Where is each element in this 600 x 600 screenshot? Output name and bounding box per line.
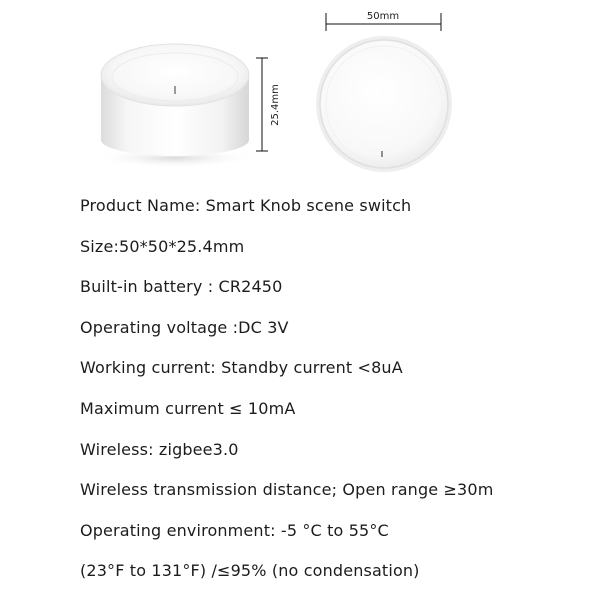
knob-side-view — [93, 44, 257, 168]
width-label: 50mm — [366, 11, 400, 22]
spec-working-current: Working current: Standby current <8uA — [80, 358, 403, 378]
height-dimension — [256, 58, 281, 151]
knob-top-view — [316, 36, 452, 172]
width-dimension — [326, 11, 441, 31]
spec-operating-voltage: Operating voltage :DC 3V — [80, 317, 289, 337]
product-figure — [0, 0, 600, 180]
height-label: 25.4mm — [270, 84, 281, 126]
spec-maximum-current: Maximum current ≤ 10mA — [80, 398, 296, 418]
spec-product-name: Product Name: Smart Knob scene switch — [80, 196, 412, 215]
spec-environment-range: (23°F to 131°F) /≤95% (no condensation) — [80, 561, 420, 581]
spec-size: Size:50*50*25.4mm — [80, 236, 245, 256]
spec-operating-environment: Operating environment: -5 °C to 55°C — [80, 520, 389, 540]
spec-wireless: Wireless: zigbee3.0 — [80, 439, 239, 459]
spec-transmission-distance: Wireless transmission distance; Open range ≥30m — [80, 480, 494, 500]
spec-battery: Built-in battery : CR2450 — [80, 277, 283, 297]
spec-list — [80, 193, 493, 599]
